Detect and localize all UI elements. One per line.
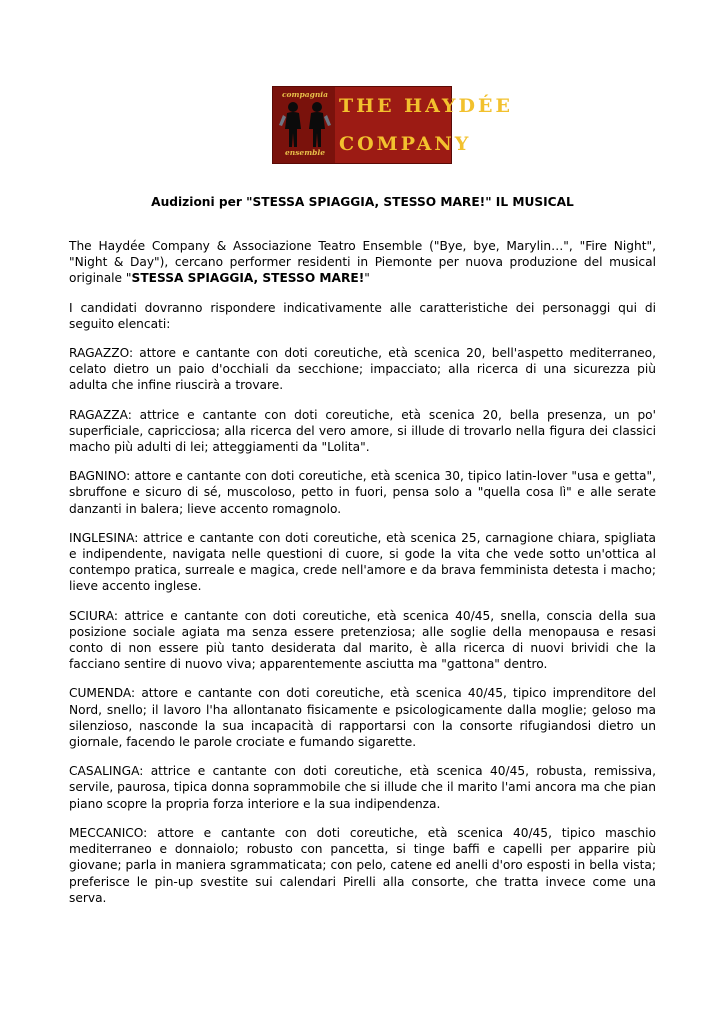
intro-text: The Haydée Company & Associazione Teatro Ensemble ("Bye, bye, Marylin…", "Fire Night", "Night & Day"), cercano performer residenti in Piemonte per nuova produzione del musical originale ": [69, 239, 656, 286]
intro-paragraph: [69, 238, 656, 287]
show-title: STESSA SPIAGGIA, STESSO MARE!: [131, 271, 365, 286]
page-title: Audizioni per "STESSA SPIAGGIA, STESSO MARE!" IL MUSICAL: [151, 195, 574, 209]
company-logo: [272, 86, 513, 164]
character-meccanico: MECCANICO: attore e cantante con doti coreutiche, età scenica 40/45, tipico maschio mediterraneo e donnaiolo; robusto con pancetta, si tinge baffi e capelli per apparire più giovane; parla in maniera sgrammaticata; con pelo, catene ed anelli d'oro esposti in bella vista; preferisce le pin-up svestite sui calendari Pirelli alla consorte, che tratta invece come una serva.: [69, 825, 656, 905]
intro-tail: ": [364, 271, 370, 286]
character-casalinga: CASALINGA: attrice e cantante con doti coreutiche, età scenica 40/45, robusta, remissiva, servile, paurosa, tipica donna soprammobile che si illude che il marito l'ami ancora ma che pian piano scopre la propria forza interiore e la sua indipendenza.: [69, 764, 656, 811]
character-inglesina: INGLESINA: attrice e cantante con doti coreutiche, età scenica 25, carnagione chiara, spigliata e indipendente, navigata nelle questioni di cuore, si gode la vita che vede sotto un'ottica al contempo pratica, surreale e magica, crede nell'amore e da brava femminista detesta i macho; lieve accento inglese.: [69, 530, 656, 594]
character-ragazza: RAGAZZA: attrice e cantante con doti coreutiche, età scenica 20, bella presenza, un po' superficiale, capricciosa; alla ricerca del vero amore, si illude di trovarlo nella figura dei classici macho più adulti di lei; atteggiamenti da "Lolita".: [69, 407, 656, 455]
lead-paragraph: I candidati dovranno rispondere indicativamente alle caratteristiche dei personaggi qui di seguito elencati:: [69, 300, 656, 331]
logo-tag-bottom: ensemble: [284, 148, 326, 157]
character-bagnino: BAGNINO: attore e cantante con doti coreutiche, età scenica 30, tipico latin-lover "usa e getta", sbruffone e sicuro di sé, muscoloso, petto in fuori, pensa solo a "quella cosa lì" e alle serate danzanti in balera; lieve accento romagnolo.: [69, 469, 656, 516]
document-body: [69, 238, 656, 919]
character-sciura: SCIURA: attrice e cantante con doti coreutiche, età scenica 40/45, snella, conscia della sua posizione sociale agiata ma senza essere pretenziosa; alle soglie della menopausa e resasi conto di non essere più tanto desiderata dal marito, è alla ricerca di nuovi brividi che la facciano sentire di nuovo viva; apparentemente asciutta ma "gattona" dentro.: [69, 608, 656, 672]
logo-wordmark-line1: THE HAYDÉE: [339, 95, 513, 117]
dancers-silhouette-icon: [277, 99, 333, 149]
character-cumenda: CUMENDA: attore e cantante con doti coreutiche, età scenica 40/45, tipico imprenditore del Nord, snello; il lavoro l'ha allontanato fisicamente e psicologicamente dalla moglie; geloso ma silenzioso, nasconde la sua incapacità di rapportarsi con la consorte rifugiandosi dietro un giornale, facendo le parole crociate e fumando sigarette.: [69, 686, 656, 750]
logo-wordmark-line2: COMPANY: [339, 133, 472, 155]
logo-tag-top: compagnia: [281, 90, 328, 99]
character-ragazzo: RAGAZZO: attore e cantante con doti coreutiche, età scenica 20, bell'aspetto mediterraneo, celato dietro un paio d'occhiali da secchione; impacciato; alla ricerca di una sicurezza più adulta che infine riuscirà a trovare.: [69, 346, 656, 393]
